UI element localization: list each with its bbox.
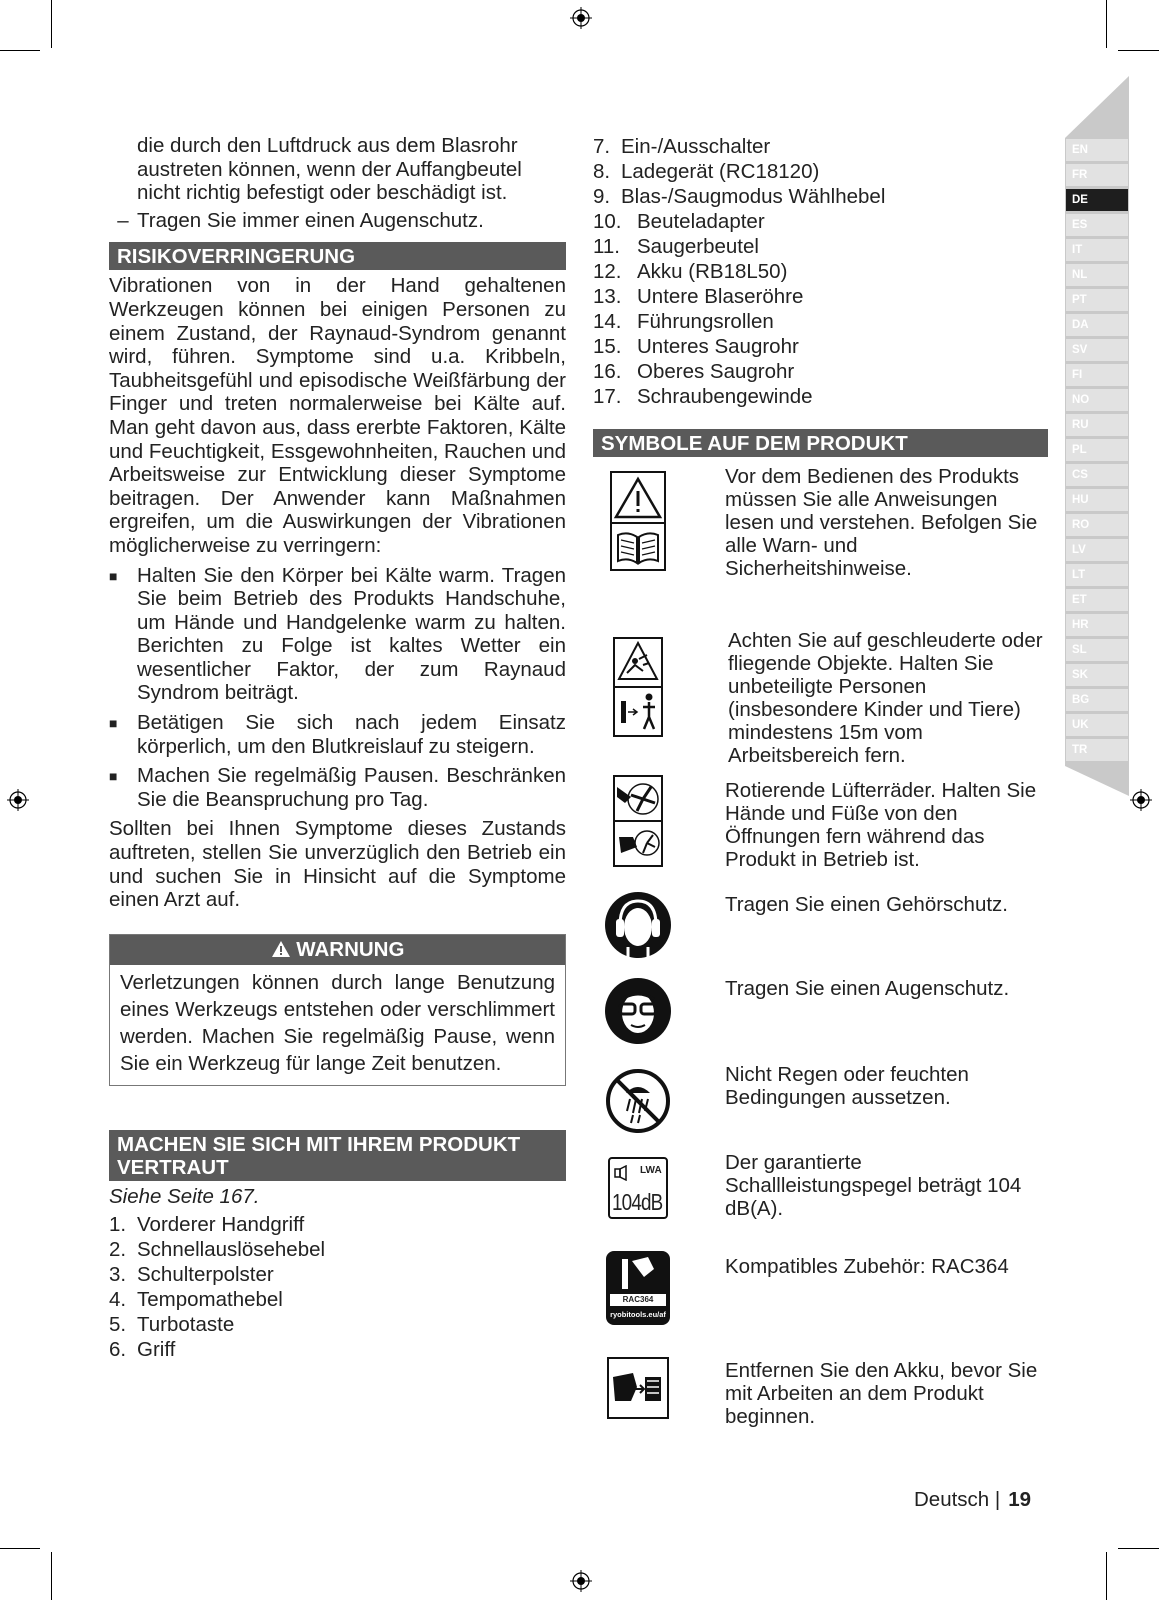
item-number: 5. [109,1313,127,1337]
read-manual-warning-icon [610,471,666,571]
flying-objects-bystander-icon [613,637,663,737]
risk-paragraph: Vibrationen von in der Hand gehaltenen Werkzeugen können bei einigen Personen zu einem Zustand, der Raynaud-Syndrom genannt wird, führen. Symptome sind u.a. Kribbeln, Taubheitsgefühl und episodische Weißfärbung der Finger und treten normalerweise bei Kälte auf. Man geht davon aus, dass ererbte Faktoren, Kälte und Feuchtigkeit, Essgewohnheiten, Rauchen und Arbeitsweise zur Entwicklung dieser Symptome beitragen. Der Anwender kann Maßnahmen ergreifen, um die Auswirkungen der Vibrationen möglicherweise zu verringern: [109,274,567,557]
item-number: 12. [593,260,622,283]
language-tab-es: ES [1066,214,1128,236]
warning-triangle-icon [271,940,291,958]
item-label: Beuteladapter [637,210,765,233]
symbol-row [593,1151,1048,1251]
parts-list-item [593,334,1048,359]
parts-list-item [109,1287,566,1312]
item-label: Griff [137,1338,176,1362]
symbol-text: Der garantierte Schallleistungspegel beträgt 104 dB(A). [725,1151,1022,1220]
speaker-icon [614,1165,632,1181]
item-number: 10. [593,210,622,233]
item-number: 14. [593,310,622,333]
item-label: Schulterpolster [137,1263,274,1287]
item-number: 9. [593,185,611,208]
parts-list-item [593,159,1048,184]
parts-list-item [593,284,1048,309]
eye-protection-icon [604,977,672,1045]
language-tab-hr: HR [1066,614,1128,636]
language-tab-nl: NL [1066,264,1128,286]
item-number: 17. [593,385,622,408]
page-footer [914,1488,1031,1512]
item-label: Akku (RB18L50) [637,260,788,283]
dash-marker: – [117,208,129,232]
symbol-text: Tragen Sie einen Gehörschutz. [725,893,1008,916]
intro-dash-item [109,209,566,233]
parts-list-item [593,209,1048,234]
symbol-row [593,1251,1048,1357]
section-heading-risk: RISIKOVERRINGERUNG [109,242,566,270]
language-tab-sv: SV [1066,339,1128,361]
language-tab-lt: LT [1066,564,1128,586]
sound-power-icon [608,1157,668,1219]
item-label: Unteres Saugrohr [637,335,799,358]
registration-mark-icon [1130,789,1152,811]
crop-mark [1118,50,1159,51]
risk-closing-paragraph: Sollten bei Ihnen Symptome dieses Zustands auftreten, stellen Sie unverzüglich den Betrieb ein und suchen Sie in Hinsicht auf die Symptome einen Arzt auf. [109,817,566,912]
bullet-item [109,711,566,758]
symbol-text: Kompatibles Zubehör: RAC364 [725,1255,1009,1278]
language-tab-it: IT [1066,239,1128,261]
accessory-code-label [610,1294,666,1306]
parts-list-item [109,1237,566,1262]
item-number: 15. [593,335,622,358]
item-label: Führungsrollen [637,310,774,333]
remove-battery-icon [607,1357,669,1419]
crop-mark [1106,1552,1107,1600]
symbol-text: Tragen Sie einen Augenschutz. [725,977,1010,1000]
item-label: Saugerbeutel [637,235,759,258]
square-bullet-icon: ■ [109,715,118,732]
item-number: 11. [593,235,620,258]
square-bullet-icon: ■ [109,567,118,584]
parts-list-item [593,259,1048,284]
symbol-row [593,779,1048,891]
bullet-text: Halten Sie den Körper bei Kälte warm. Tragen Sie beim Betrieb des Produkts Handschuhe, um Hände und Handgelenke warm zu halten. Berichten zu Folge ist kaltes Wetter ein wesentlicher Faktor, der zum Raynaud Syndrom beiträgt. [137,563,566,705]
language-tab-fi: FI [1066,364,1128,386]
item-label: Vorderer Handgriff [137,1213,305,1237]
symbol-text: Entfernen Sie den Akku, bevor Sie mit Arbeiten an dem Produkt beginnen. [725,1359,1038,1428]
parts-list-1 [109,1212,566,1362]
symbol-row [593,977,1048,1067]
bullet-text: Betätigen Sie sich nach jedem Einsatz körperlich, um den Blutkreislauf zu steigern. [137,711,566,758]
language-tab-uk: UK [1066,714,1128,736]
see-page-note: Siehe Seite 167. [109,1184,260,1208]
symbol-row [593,1063,1048,1157]
language-tab-sl: SL [1066,639,1128,661]
symbol-text: Vor dem Bedienen des Produkts müssen Sie alle Anweisungen lesen und verstehen. Befolgen Sie alle Warn- und Sicherheitshinweise. [725,465,1038,580]
intro-text: die durch den Luftdruck aus dem Blasrohr austreten können, wenn der Auffangbeutel nicht richtig befestigt oder beschädigt ist. [137,134,522,205]
no-rain-icon [604,1067,672,1135]
item-label: Ladegerät (RC18120) [621,160,820,183]
parts-list-item [109,1262,566,1287]
crop-mark [1106,0,1107,48]
section-heading-symbols: SYMBOLE AUF DEM PRODUKT [593,429,1048,457]
parts-list-item [593,384,1048,409]
item-label: Ein-/Ausschalter [621,135,771,158]
symbol-text: Achten Sie auf geschleuderte oder fliegende Objekte. Halten Sie unbeteiligte Personen (insbesondere Kinder und Tiere) mindestens 15m vom Arbeitsbereich fern. [728,629,1043,767]
warning-title [110,935,565,965]
language-tab-hu: HU [1066,489,1128,511]
language-tab-en: EN [1066,139,1128,161]
crop-mark [1118,1548,1159,1549]
right-column [593,134,1048,1447]
lwa-value: 104dB [612,1189,663,1215]
symbol-row [593,465,1048,629]
parts-list-item [109,1337,566,1362]
accessory-code: RAC364 [622,1295,654,1304]
item-label: Untere Blaseröhre [637,285,804,308]
parts-list-item [593,234,1048,259]
compatible-accessory-icon [606,1251,670,1325]
page-number: 19 [1008,1488,1032,1511]
item-label: Turbotaste [137,1313,235,1337]
crop-mark [0,50,40,51]
language-tab-bg: BG [1066,689,1128,711]
item-label: Tempomathebel [137,1288,283,1312]
parts-list-item [593,134,1048,159]
registration-mark-icon [7,789,29,811]
parts-list-item [593,359,1048,384]
language-tab-no: NO [1066,389,1128,411]
ear-protection-icon [604,891,672,959]
symbol-row [593,1357,1048,1447]
registration-mark-icon [570,1570,592,1592]
language-tab-lv: LV [1066,539,1128,561]
language-tab-pt: PT [1066,289,1128,311]
language-tab-fr: FR [1066,164,1128,186]
parts-list-2 [593,134,1048,409]
parts-list-item [109,1312,566,1337]
intro-dash-text: Tragen Sie immer einen Augenschutz. [137,208,484,232]
section-heading-product: MACHEN SIE SICH MIT IHREM PRODUKT VERTRAUT [109,1130,566,1181]
rotating-fan-icon [613,775,663,867]
language-tab-ro: RO [1066,514,1128,536]
item-label: Blas-/Saugmodus Wählhebel [621,185,886,208]
parts-list-item [593,184,1048,209]
tool-accessory-icon [618,1255,658,1291]
square-bullet-icon: ■ [109,768,118,785]
language-tab-ru: RU [1066,414,1128,436]
left-column [109,134,566,1362]
language-tab-cs: CS [1066,464,1128,486]
item-number: 16. [593,360,622,383]
symbol-row [593,629,1048,787]
warning-box [109,934,566,1086]
item-label: Schraubengewinde [637,385,813,408]
item-number: 3. [109,1263,127,1287]
item-number: 2. [109,1238,127,1262]
crop-mark [0,1548,40,1549]
lwa-label: LWA [640,1165,662,1176]
bullet-item [109,564,566,706]
item-number: 6. [109,1338,127,1362]
bullet-text: Machen Sie regelmäßig Pausen. Beschränken Sie die Beanspruchung pro Tag. [137,764,566,811]
item-label: Oberes Saugrohr [637,360,795,383]
language-tab-pl: PL [1066,439,1128,461]
language-tab-tr: TR [1066,739,1128,761]
accessory-url: ryobitools.eu/af [610,1310,666,1319]
symbol-row [593,891,1048,977]
item-number: 7. [593,135,611,158]
item-number: 1. [109,1213,127,1237]
item-number: 4. [109,1288,127,1312]
parts-list-item [593,309,1048,334]
warning-text: Verletzungen können durch lange Benutzung eines Werkzeugs entstehen oder verschlimmert werden. Machen Sie regelmäßig Pause, wenn Sie ein Werkzeug für lange Zeit benutzen. [120,970,555,1075]
language-tab-sk: SK [1066,664,1128,686]
crop-mark [51,0,52,48]
language-tab-et: ET [1066,589,1128,611]
registration-mark-icon [570,7,592,29]
language-tab-de: DE [1066,189,1128,211]
item-label: Schnellauslösehebel [137,1238,326,1262]
crop-mark [51,1552,52,1600]
symbol-text: Rotierende Lüfterräder. Halten Sie Hände und Füße von den Öffnungen fern während das Produkt in Betrieb ist. [725,779,1037,871]
warning-title-text: WARNUNG [296,937,405,961]
bullet-item [109,764,566,811]
item-number: 13. [593,285,622,308]
parts-list-item [109,1212,566,1237]
item-number: 8. [593,160,611,183]
symbol-text: Nicht Regen oder feuchten Bedingungen aussetzen. [725,1063,969,1109]
footer-language: Deutsch | [914,1488,1001,1511]
language-tab-da: DA [1066,314,1128,336]
